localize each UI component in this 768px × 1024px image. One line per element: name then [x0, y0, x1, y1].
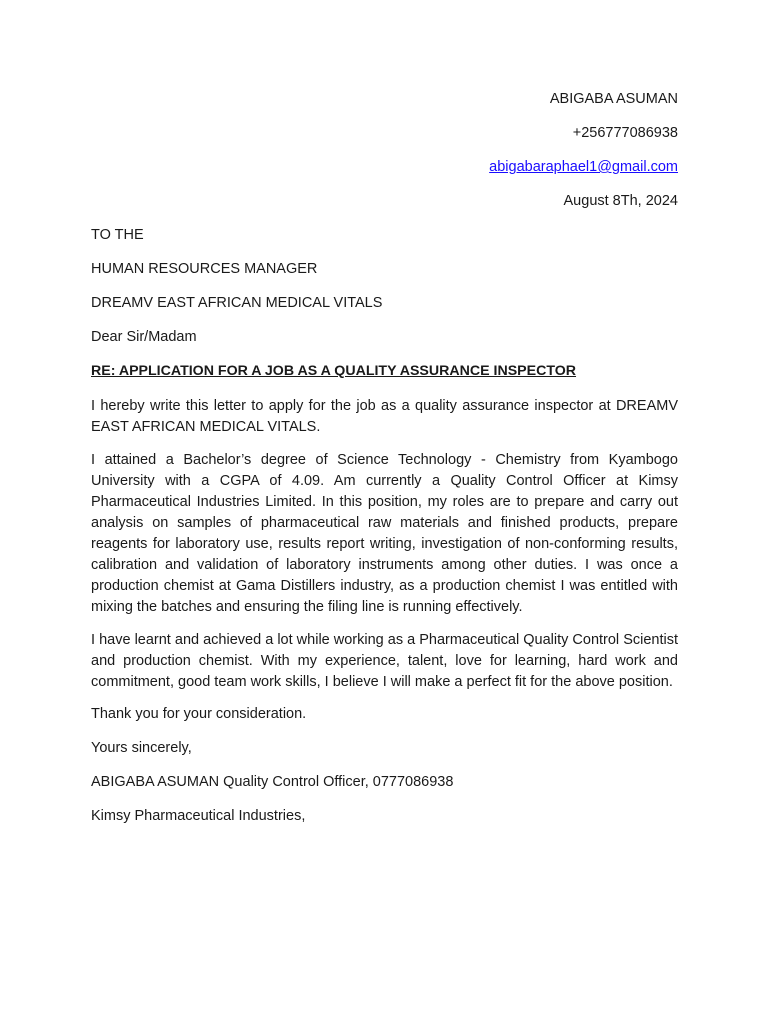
body-paragraph-3: I have learnt and achieved a lot while working as a Pharmaceutical Quality Control Scientist and production chemist. With my experience, talent, love for learning, hard work and commitment, good team work skills, I believe I will make a perfect fit for the above position. [91, 632, 678, 690]
letter-date: August 8Th, 2024 [563, 193, 678, 209]
sender-name: ABIGABA ASUMAN [549, 91, 678, 107]
company-line: Kimsy Pharmaceutical Industries, [91, 808, 306, 824]
sender-email-row [91, 158, 678, 176]
salutation: Dear Sir/Madam [91, 329, 197, 345]
sender-phone: +256777086938 [572, 125, 678, 141]
signature-line: ABIGABA ASUMAN Quality Control Officer, 0777086938 [91, 774, 454, 790]
sign-off: Yours sincerely, [91, 740, 192, 756]
letter-page [91, 90, 678, 841]
recipient-line-1: TO THE [91, 227, 144, 243]
body-paragraph-2: I attained a Bachelor’s degree of Science Technology - Chemistry from Kyambogo University with a CGPA of 4.09. Am currently a Quality Control Officer at Kimsy Pharmaceutical Industries Limited. In this position, my roles are to prepare and carry out analysis on samples of pharmaceutical raw materials and finished products, prepare reagents for laboratory use, results report writing, investigation of non-conforming results, calibration and validation of laboratory instruments among other duties. I was once a production chemist at Gama Distillers industry, as a production chemist I was entitled with mixing the batches and ensuring the filing line is running effectively. [91, 452, 678, 615]
subject-line: RE: APPLICATION FOR A JOB AS A QUALITY ASSURANCE INSPECTOR [91, 363, 577, 379]
thanks-line: Thank you for your consideration. [91, 706, 307, 722]
recipient-line-2: HUMAN RESOURCES MANAGER [91, 261, 318, 277]
sender-email-link[interactable]: abigabaraphael1@gmail.com [489, 159, 678, 175]
recipient-line-3: DREAMV EAST AFRICAN MEDICAL VITALS [91, 295, 383, 311]
body-paragraph-1: I hereby write this letter to apply for the job as a quality assurance inspector at DREAMV EAST AFRICAN MEDICAL VITALS. [91, 398, 678, 435]
